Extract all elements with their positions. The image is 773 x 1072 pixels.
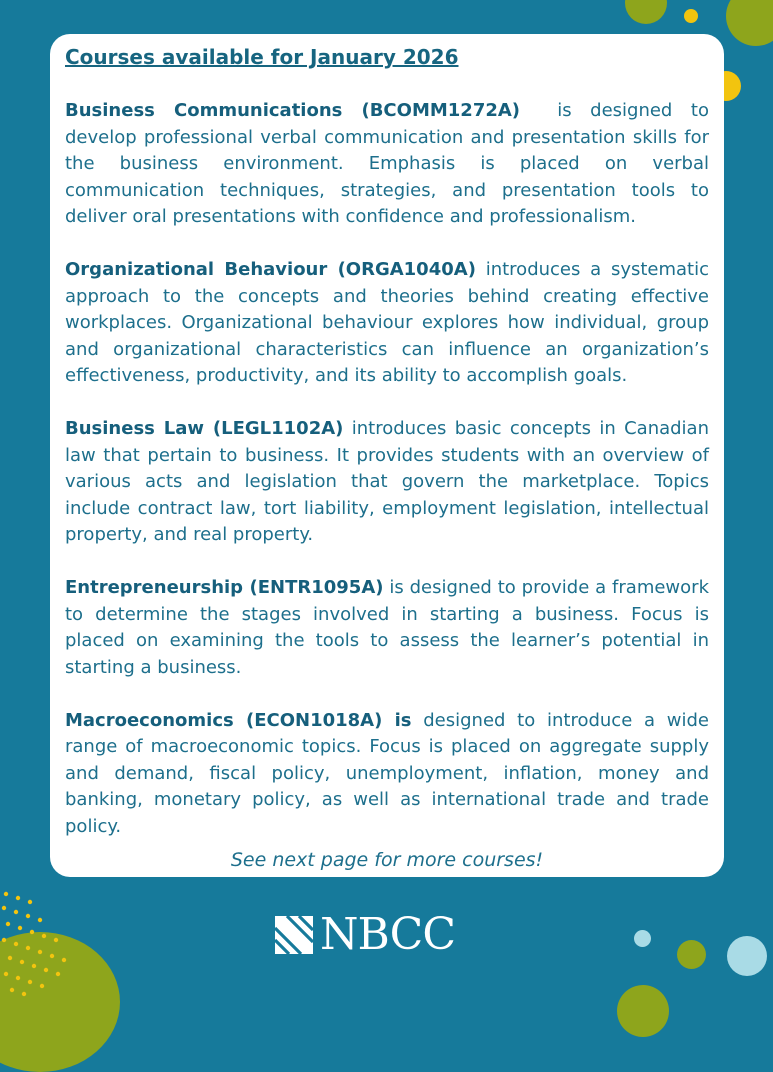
- course-title: Macroeconomics (ECON1018A) is: [65, 709, 412, 731]
- course-title: Business Law (LEGL1102A): [65, 418, 344, 439]
- logo-wordmark: NBCC: [320, 909, 455, 960]
- course-organizational-behaviour: [65, 257, 709, 390]
- deco-circle-lightblue-bottom: [727, 936, 767, 976]
- deco-yellow-dots: [0, 888, 90, 1000]
- deco-circle-olive-topright: [726, 0, 773, 46]
- nbcc-logo: [274, 909, 455, 960]
- course-card: [50, 34, 724, 877]
- deco-circle-olive-bottom: [677, 940, 706, 969]
- course-title: Organizational Behaviour (ORGA1040A): [65, 259, 476, 280]
- course-macroeconomics: [65, 708, 709, 841]
- course-description: is designed to develop professional verbal communication and presentation skills for the business environment. Emphasis is placed on verbal communication techniques, strategies, and presentation tools to deliver oral presentations with confidence and professionalism.: [65, 100, 710, 227]
- course-description: designed to introduce a wide range of macroeconomic topics. Focus is placed on aggregate supply and demand, fiscal policy, unemployment, inflation, money and banking, monetary policy, as well as international trade and trade policy.: [65, 709, 709, 837]
- page-title: Courses available for January 2026: [65, 45, 459, 69]
- course-title: Entrepreneurship (ENTR1095A): [65, 577, 384, 598]
- nbcc-logo-icon: [274, 915, 314, 955]
- deco-dot-lightblue-bottom: [634, 930, 651, 947]
- deco-circle-olive-bottomright: [617, 985, 669, 1037]
- next-page-note: See next page for more courses!: [230, 849, 544, 871]
- course-description: introduces a systematic approach to the concepts and theories behind creating effective workplaces. Organizational behaviour explores how individual, group and organizational characteristics can influence an organization’s effectiveness, productivity, and its ability to accomplish goals.: [65, 259, 709, 386]
- course-business-law: [65, 416, 709, 549]
- course-description: introduces basic concepts in Canadian law that pertain to business. It provides students with an overview of various acts and legislation that govern the marketplace. Topics include contract law, tort liability, employment legislation, intellectual property, and real property.: [65, 418, 709, 545]
- course-title: Business Communications (BCOMM1272A): [65, 100, 521, 121]
- course-business-communications: [65, 98, 709, 231]
- deco-circle-olive-top: [625, 0, 667, 24]
- deco-dot-yellow-top: [684, 9, 698, 23]
- course-entrepreneurship: [65, 575, 709, 681]
- course-description: is designed to provide a framework to determine the stages involved in starting a business. Focus is placed on examining the tools to assess the learner’s potential in starting a business.: [65, 577, 709, 678]
